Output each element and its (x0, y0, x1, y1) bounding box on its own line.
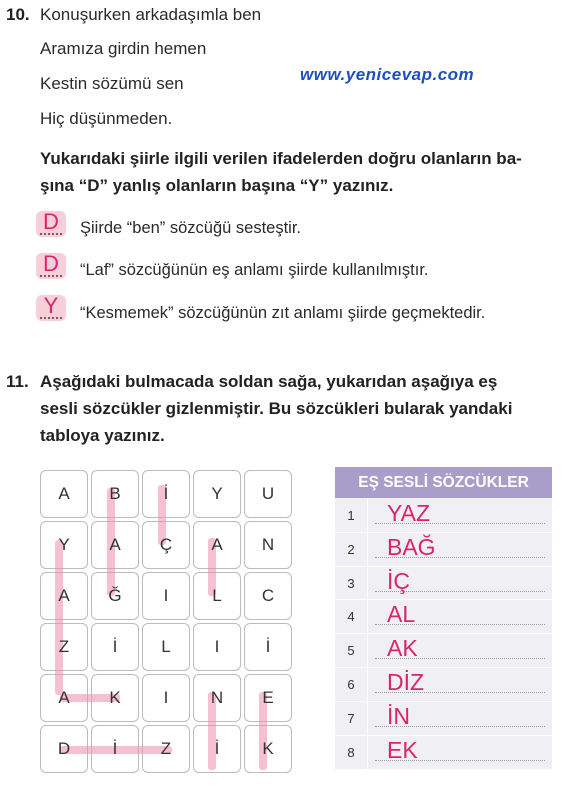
table-row-number: 2 (347, 541, 355, 557)
grid-cell-letter: I (163, 688, 169, 707)
grid-cell-letter: İ (112, 637, 118, 656)
table-row-answer[interactable]: YAZ (387, 500, 431, 526)
answer-dots-1 (40, 233, 62, 235)
answer-letter-3: Y (43, 293, 59, 318)
table-row-divider (335, 633, 552, 634)
answer-letter-2: D (43, 251, 59, 276)
table-row-dotted-line (375, 658, 545, 659)
table-row-answer[interactable]: DİZ (387, 669, 425, 695)
table-row-dotted-line (375, 624, 545, 625)
table-row-divider (335, 532, 552, 533)
grid-cell-letter: E (262, 688, 274, 707)
grid-cell-letter: L (212, 586, 222, 605)
table-row-answer[interactable]: İN (387, 702, 410, 729)
poem-line-4: Hiç düşünmeden. (40, 109, 173, 128)
grid-cell-letter: İ (265, 637, 271, 656)
grid-cell-letter: Ç (159, 535, 173, 554)
word-puzzle-grid (40, 470, 292, 772)
q11-instruction-line-2: sesli sözcükler gizlenmiştir. Bu sözcükleri bularak yandaki (40, 399, 513, 418)
poem-line-1: Konuşurken arkadaşımla ben (40, 5, 262, 24)
statement-2: “Laf” sözcüğünün eş anlamı şiirde kullanılmıştır. (80, 261, 429, 279)
grid-cell-letter: İ (214, 739, 220, 758)
grid-cell-letter: L (161, 637, 171, 656)
grid-cell-letter: B (109, 484, 121, 503)
grid-cell-letter: A (211, 535, 223, 554)
grid-cell-letter: C (261, 586, 275, 605)
grid-cell-letter: A (58, 586, 70, 605)
grid-cell-letter: İ (163, 484, 169, 503)
table-row-dotted-line (375, 760, 545, 761)
instruction-line-2: şına “D” yanlış olanların başına “Y” yazınız. (40, 176, 394, 195)
table-row-divider (335, 566, 552, 567)
grid-cell-letter: Z (58, 637, 70, 656)
grid-cell-letter: Ğ (108, 586, 122, 605)
answer-box-3[interactable] (36, 295, 66, 321)
statement-3: “Kesmemek” sözcüğünün zıt anlamı şiirde geçmektedir. (80, 304, 486, 322)
poem-line-3: Kestin sözümü sen (40, 74, 184, 93)
table-row-answer[interactable]: İÇ (387, 567, 410, 594)
grid-cell-letter: N (210, 688, 224, 707)
table-row-dotted-line (375, 557, 545, 558)
grid-cell-letter: D (57, 739, 71, 758)
grid-cell-letter: U (261, 484, 275, 503)
grid-cell-letter: I (163, 586, 169, 605)
table-row-answer[interactable]: AK (387, 635, 418, 662)
answer-box-2[interactable] (36, 253, 66, 279)
table-row-dotted-line (375, 523, 545, 524)
table-row-answer[interactable]: AL (387, 601, 416, 628)
table-row-dotted-line (375, 692, 545, 693)
table-row-divider (335, 667, 552, 668)
grid-cell-letter: K (109, 688, 121, 707)
poem-line-2: Aramıza girdin hemen (40, 39, 207, 58)
table-row-answer[interactable]: BAĞ (387, 533, 436, 560)
table-row-dotted-line (375, 726, 545, 727)
question-10-number: 10. (6, 5, 30, 24)
grid-cell-letter: N (261, 535, 275, 554)
grid-cell-letter: Y (211, 484, 223, 503)
instruction-line-1: Yukarıdaki şiirle ilgili verilen ifadelerden doğru olanların ba- (40, 149, 522, 168)
table-row-number: 4 (347, 609, 355, 625)
table-row-number: 7 (347, 710, 355, 726)
table-row-divider (335, 599, 552, 600)
answer-box-1[interactable] (36, 211, 66, 237)
answer-dots-2 (40, 275, 62, 277)
table-row-number: 8 (347, 744, 355, 760)
homonyms-table (335, 467, 552, 769)
answer-letter-1: D (43, 209, 59, 234)
grid-cell-letter: A (58, 484, 70, 503)
table-row-number: 3 (347, 575, 355, 591)
grid-cell-letter: A (58, 688, 70, 707)
table-row-divider (335, 735, 552, 736)
table-row-number: 6 (347, 677, 355, 692)
statement-1: Şiirde “ben” sözcüğü sesteştir. (80, 219, 302, 237)
table-row-divider (335, 701, 552, 702)
answer-dots-3 (40, 317, 62, 319)
grid-cell-letter: Z (160, 739, 172, 758)
table-header: EŞ SESLİ SÖZCÜKLER (335, 467, 552, 498)
table-row-answer[interactable]: EK (387, 736, 418, 763)
grid-cell-letter: K (262, 739, 274, 758)
table-row-dotted-line (375, 591, 545, 592)
grid-cell-letter: Y (58, 535, 70, 554)
grid-cell-letter: İ (112, 739, 118, 758)
website-watermark: www.yenicevap.com (300, 65, 475, 84)
grid-cell-letter: A (109, 535, 121, 554)
question-11-number: 11. (6, 372, 29, 391)
grid-cell-letter: I (214, 637, 220, 656)
q11-instruction-line-1: Aşağıdaki bulmacada soldan sağa, yukarıdan aşağıya eş (40, 372, 498, 391)
q11-instruction-line-3: tabloya yazınız. (40, 426, 165, 445)
table-row-number: 5 (347, 643, 355, 659)
table-row-number: 1 (347, 508, 355, 523)
